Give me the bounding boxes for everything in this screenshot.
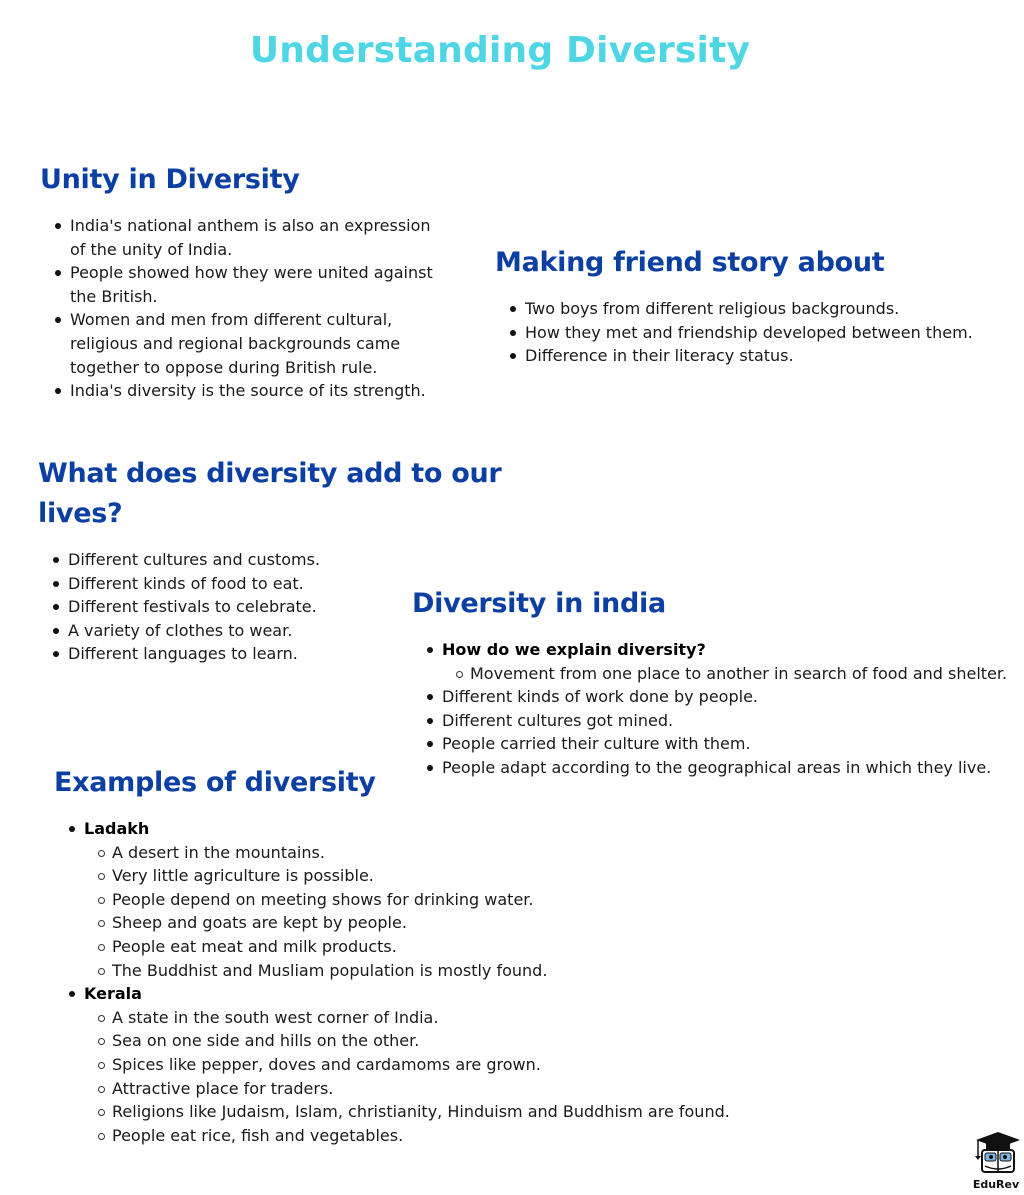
list-item	[84, 982, 754, 1147]
ladakh-sublist	[84, 841, 754, 983]
list-item: Sea on one side and hills on the other.	[112, 1029, 754, 1053]
logo-brand-text: EduRev	[972, 1178, 1020, 1191]
list-item: A state in the south west corner of India.	[112, 1006, 754, 1030]
kerala-sublist	[84, 1006, 754, 1148]
list-item: People adapt according to the geographical areas in which they live.	[442, 756, 1012, 780]
examples-list	[54, 817, 754, 1147]
list-item: Two boys from different religious backgrounds.	[525, 297, 1005, 321]
list-item: The Buddhist and Musliam population is mostly found.	[112, 959, 754, 983]
india-list	[412, 638, 1012, 780]
explain-label: How do we explain diversity?	[442, 640, 706, 659]
list-item: Movement from one place to another in search of food and shelter.	[470, 662, 1012, 686]
list-item: Sheep and goats are kept by people.	[112, 911, 754, 935]
section-examples	[54, 763, 754, 1147]
section-unity	[40, 160, 440, 403]
section-heading-india: Diversity in india	[412, 588, 666, 619]
explain-sublist	[442, 662, 1012, 686]
list-item: Difference in their literacy status.	[525, 344, 1005, 368]
list-item: India's diversity is the source of its strength.	[70, 379, 440, 403]
list-item: People eat rice, fish and vegetables.	[112, 1124, 754, 1148]
list-item: Different kinds of work done by people.	[442, 685, 1012, 709]
page-title: Understanding Diversity	[249, 30, 751, 71]
section-heading-unity: Unity in Diversity	[40, 164, 300, 195]
section-heading-examples: Examples of diversity	[54, 767, 376, 798]
ladakh-label: Ladakh	[84, 819, 150, 838]
list-item: People carried their culture with them.	[442, 732, 1012, 756]
edurev-logo	[968, 1130, 1024, 1192]
list-item	[84, 817, 754, 982]
list-item: How they met and friendship developed between them.	[525, 321, 1005, 345]
list-item: Different cultures got mined.	[442, 709, 1012, 733]
list-item: Different festivals to celebrate.	[68, 595, 558, 619]
section-heading-adds: What does diversity add to our lives?	[38, 458, 502, 529]
list-item: A desert in the mountains.	[112, 841, 754, 865]
list-item: Different kinds of food to eat.	[68, 572, 558, 596]
list-item: Different cultures and customs.	[68, 548, 558, 572]
section-india	[412, 584, 1012, 780]
friend-list	[495, 297, 1005, 368]
list-item: People eat meat and milk products.	[112, 935, 754, 959]
list-item: Spices like pepper, doves and cardamoms are grown.	[112, 1053, 754, 1077]
list-item: Women and men from different cultural, religious and regional backgrounds came together to oppose during British rule.	[70, 308, 440, 379]
kerala-label: Kerala	[84, 984, 142, 1004]
section-friend	[495, 243, 1005, 368]
list-item: Very little agriculture is possible.	[112, 864, 754, 888]
list-item: A variety of clothes to wear.	[68, 619, 558, 643]
graduation-cap-book-icon	[968, 1130, 1024, 1178]
list-item: India's national anthem is also an expression of the unity of India.	[70, 214, 440, 261]
unity-list	[40, 214, 440, 403]
section-heading-friend: Making friend story about	[495, 247, 885, 278]
list-item: Attractive place for traders.	[112, 1077, 754, 1101]
list-item: People showed how they were united against the British.	[70, 261, 440, 308]
list-item: Different languages to learn.	[68, 642, 558, 666]
list-item: People depend on meeting shows for drinking water.	[112, 888, 754, 912]
list-item	[442, 638, 1012, 685]
list-item: Religions like Judaism, Islam, christianity, Hinduism and Buddhism are found.	[112, 1100, 754, 1124]
